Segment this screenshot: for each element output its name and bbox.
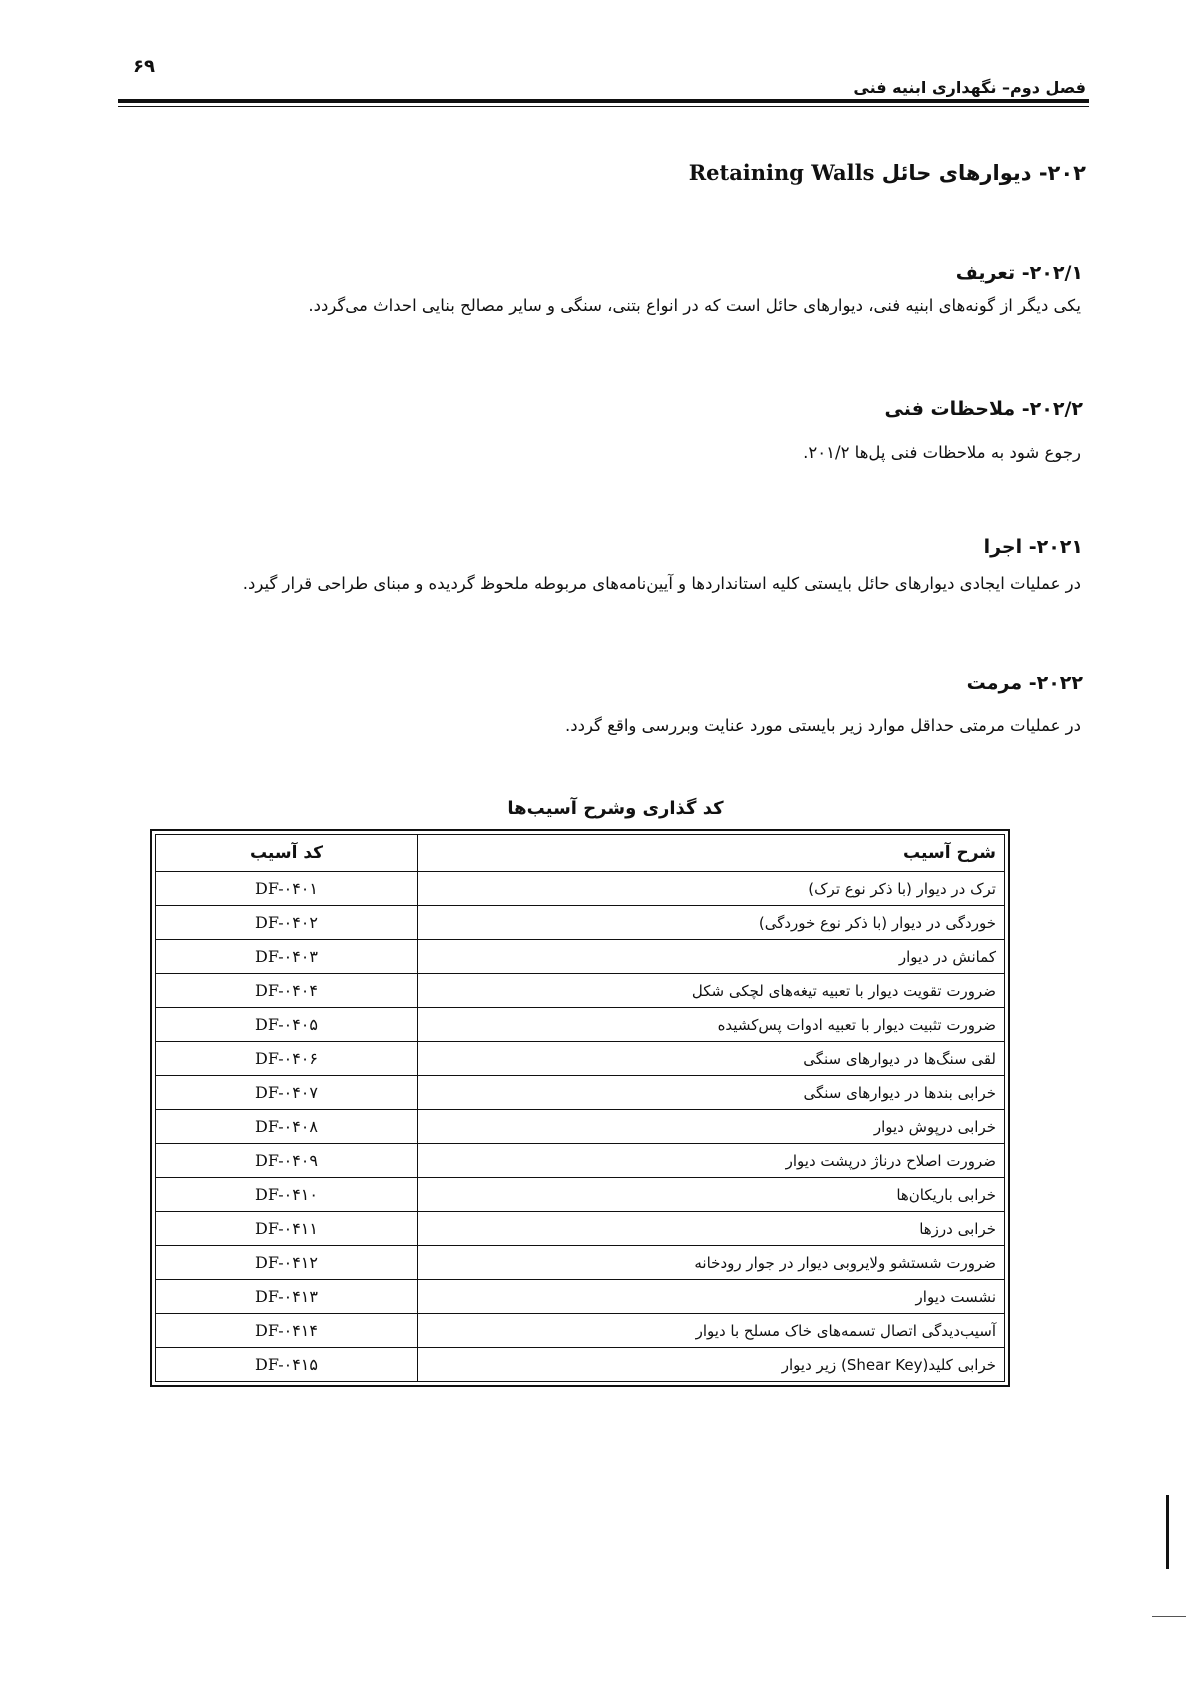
header-rule-thick	[118, 99, 1089, 103]
table-row	[156, 872, 1005, 906]
table-row	[156, 1042, 1005, 1076]
damage-description: خرابی درپوش دیوار	[418, 1110, 1005, 1144]
section-title-latin: Retaining Walls	[688, 160, 875, 185]
damage-code: DF-۰۴۰۸	[156, 1110, 418, 1144]
table-header-row	[156, 835, 1005, 872]
damage-code: DF-۰۴۱۵	[156, 1348, 418, 1382]
damage-code: DF-۰۴۱۰	[156, 1178, 418, 1212]
damage-code: DF-۰۴۱۲	[156, 1246, 418, 1280]
damage-description: ضرورت تقویت دیوار با تعبیه تیغه‌های لچکی شکل	[418, 974, 1005, 1008]
damage-description: آسیب‌دیدگی اتصال تسمه‌های خاک مسلح با دیوار	[418, 1314, 1005, 1348]
table-row	[156, 974, 1005, 1008]
damage-code: DF-۰۴۰۳	[156, 940, 418, 974]
header-rule-thin	[118, 106, 1089, 107]
table-row	[156, 1178, 1005, 1212]
section-title-persian: ۲۰۲- دیوارهای حائل	[874, 161, 1086, 185]
damage-code: DF-۰۴۰۴	[156, 974, 418, 1008]
table-row	[156, 940, 1005, 974]
table-row	[156, 1076, 1005, 1110]
damage-code: DF-۰۴۰۱	[156, 872, 418, 906]
damage-description: کمانش در دیوار	[418, 940, 1005, 974]
table-row	[156, 1212, 1005, 1246]
paragraph-repair: در عملیات مرمتی حداقل موارد زیر بایستی مورد عنایت وبررسی واقع گردد.	[565, 716, 1081, 735]
damage-code: DF-۰۴۱۳	[156, 1280, 418, 1314]
heading-definition: ۲۰۲/۱- تعریف	[955, 262, 1083, 284]
paragraph-technical-notes: رجوع شود به ملاحظات فنی پل‌ها ۲۰۱/۲.	[803, 443, 1081, 462]
table-row	[156, 1144, 1005, 1178]
footer-line	[1152, 1616, 1186, 1617]
paragraph-execution: در عملیات ایجادی دیوارهای حائل بایستی کلیه استانداردها و آیین‌نامه‌های مربوطه ملحوظ گردیده و مبنای طراحی قرار گیرد.	[242, 574, 1081, 593]
damage-description: خرابی کلید(Shear Key) زیر دیوار	[418, 1348, 1005, 1382]
table-row	[156, 906, 1005, 940]
running-head: فصل دوم– نگهداری ابنیه فنی	[853, 78, 1086, 97]
heading-repair: ۲۰۲۲- مرمت	[966, 672, 1083, 694]
damage-code: DF-۰۴۰۶	[156, 1042, 418, 1076]
damage-description: ضرورت اصلاح درناژ درپشت دیوار	[418, 1144, 1005, 1178]
margin-mark	[1166, 1495, 1169, 1569]
heading-execution: ۲۰۲۱- اجرا	[983, 536, 1083, 558]
damage-code: DF-۰۴۱۴	[156, 1314, 418, 1348]
table-row	[156, 1348, 1005, 1382]
page-number: ۶۹	[133, 56, 155, 77]
heading-technical-notes: ۲۰۲/۲- ملاحظات فنی	[884, 398, 1083, 420]
damage-code: DF-۰۴۰۵	[156, 1008, 418, 1042]
damage-description: نشست دیوار	[418, 1280, 1005, 1314]
damage-description: خرابی باریکان‌ها	[418, 1178, 1005, 1212]
table-row	[156, 1110, 1005, 1144]
damage-code: DF-۰۴۰۷	[156, 1076, 418, 1110]
damage-description: لقی سنگ‌ها در دیوارهای سنگی	[418, 1042, 1005, 1076]
paragraph-definition: یکی دیگر از گونه‌های ابنیه فنی، دیوارهای حائل است که در انواع بتنی، سنگی و سایر مصالح بنایی احداث می‌گردد.	[308, 296, 1081, 315]
damage-description: خوردگی در دیوار (با ذکر نوع خوردگی)	[418, 906, 1005, 940]
table-row	[156, 1008, 1005, 1042]
section-title	[689, 160, 1086, 185]
table-row	[156, 1246, 1005, 1280]
damage-code: DF-۰۴۰۲	[156, 906, 418, 940]
damage-description: خرابی بندها در دیوارهای سنگی	[418, 1076, 1005, 1110]
damage-table-frame	[150, 829, 1010, 1387]
damage-description: ضرورت تثبیت دیوار با تعبیه ادوات پس‌کشیده	[418, 1008, 1005, 1042]
table-caption: کد گذاری وشرح آسیب‌ها	[507, 798, 724, 819]
damage-code-table	[155, 834, 1005, 1382]
header-code: کد آسیب	[156, 835, 418, 872]
table-row	[156, 1314, 1005, 1348]
damage-description: ترک در دیوار (با ذکر نوع ترک)	[418, 872, 1005, 906]
header-description: شرح آسیب	[418, 835, 1005, 872]
table-row	[156, 1280, 1005, 1314]
damage-description: ضرورت شستشو ولایروبی دیوار در جوار رودخانه	[418, 1246, 1005, 1280]
damage-code: DF-۰۴۱۱	[156, 1212, 418, 1246]
damage-code: DF-۰۴۰۹	[156, 1144, 418, 1178]
damage-description: خرابی درزها	[418, 1212, 1005, 1246]
table-body	[156, 872, 1005, 1382]
